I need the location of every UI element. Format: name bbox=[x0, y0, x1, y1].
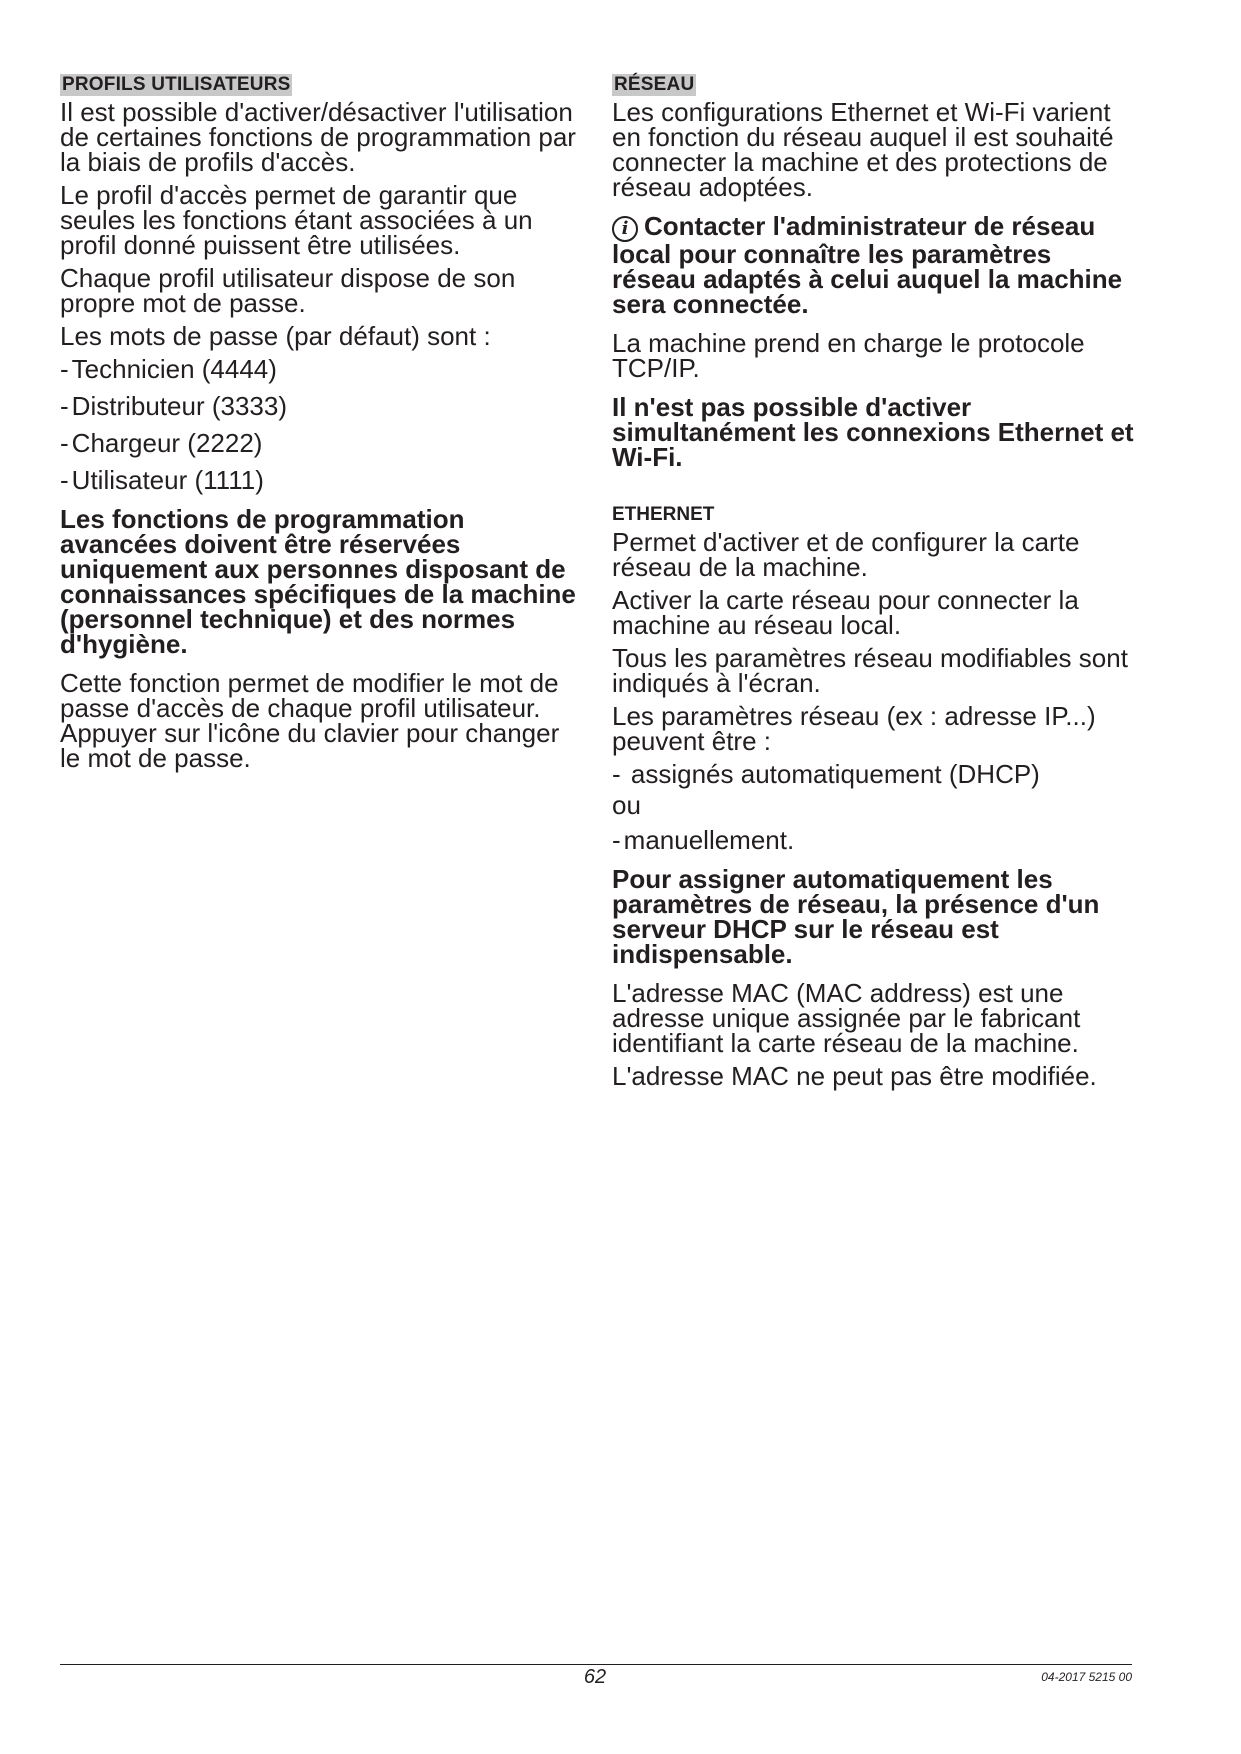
paragraph: Permet d'activer et de configurer la carte réseau de la machine. bbox=[612, 527, 1080, 582]
option-auto: assignés automatiquement (DHCP) bbox=[630, 759, 1040, 789]
list-item: - Technicien (4444) bbox=[60, 354, 277, 384]
paragraph: Le profil d'accès permet de garantir que seules les fonctions étant associées à un profil donné puissent être utilisées. bbox=[60, 180, 533, 260]
list-item: - Distributeur (3333) bbox=[60, 391, 287, 421]
option-list-manual bbox=[612, 825, 1142, 855]
profile-chargeur: Chargeur (2222) bbox=[71, 428, 263, 458]
paragraph: La machine prend en charge le protocole TCP/IP. bbox=[612, 328, 1085, 383]
profile-technicien: Technicien (4444) bbox=[71, 354, 277, 384]
paragraph: Il est possible d'activer/désactiver l'utilisation de certaines fonctions de programmation par la biais de profils d'accès. bbox=[60, 97, 576, 177]
paragraph: Cette fonction permet de modifier le mot de passe d'accès de chaque profil utilisateur. Appuyer sur l'icône du clavier pour changer le mot de passe. bbox=[60, 668, 560, 773]
or-word: ou bbox=[612, 790, 641, 820]
left-column bbox=[60, 74, 580, 779]
list-item: - assignés automatiquement (DHCP) bbox=[612, 759, 1040, 789]
list-item: - Utilisateur (1111) bbox=[60, 465, 264, 495]
document-code: 04-2017 5215 00 bbox=[1041, 1670, 1132, 1684]
dhcp-note: Pour assigner automatiquement les paramètres de réseau, la présence d'un serveur DHCP sur le réseau est indispensable. bbox=[612, 864, 1100, 969]
profile-list bbox=[60, 354, 580, 495]
paragraph: L'adresse MAC ne peut pas être modifiée. bbox=[612, 1061, 1097, 1091]
paragraph: Chaque profil utilisateur dispose de son propre mot de passe. bbox=[60, 263, 516, 318]
info-note bbox=[612, 211, 1142, 319]
page-number: 62 bbox=[583, 1666, 607, 1688]
list-item: - manuellement. bbox=[612, 825, 795, 855]
section-heading-reseau: RÉSEAU bbox=[614, 74, 695, 95]
paragraph: Les paramètres réseau (ex : adresse IP...) peuvent être : bbox=[612, 701, 1096, 756]
paragraph: Les mots de passe (par défaut) sont : bbox=[60, 321, 491, 351]
right-column bbox=[612, 74, 1142, 1097]
info-note-text: Contacter l'administrateur de réseau local pour connaître les paramètres réseau adaptés à celui auquel la machine sera connectée. bbox=[612, 211, 1123, 319]
profile-distributeur: Distributeur (3333) bbox=[71, 391, 287, 421]
list-item: - Chargeur (2222) bbox=[60, 428, 263, 458]
subheading-ethernet: ETHERNET bbox=[612, 504, 715, 525]
paragraph: Les configurations Ethernet et Wi-Fi varient en fonction du réseau auquel il est souhaité connecter la machine et des protections de réseau adoptées. bbox=[612, 97, 1114, 202]
warning-simultaneous: Il n'est pas possible d'activer simultanément les connexions Ethernet et Wi-Fi. bbox=[612, 392, 1134, 472]
paragraph: Activer la carte réseau pour connecter la machine au réseau local. bbox=[612, 585, 1079, 640]
footer-rule bbox=[60, 1664, 1132, 1665]
option-manual: manuellement. bbox=[623, 825, 795, 855]
info-icon: i bbox=[612, 216, 638, 242]
option-list bbox=[612, 759, 1142, 789]
profile-utilisateur: Utilisateur (1111) bbox=[71, 465, 264, 495]
warning-advanced-functions: Les fonctions de programmation avancées doivent être réservées uniquement aux personnes disposant de connaissances spécifiques de la machine (personnel technique) et des normes d'hygiène. bbox=[60, 504, 576, 659]
paragraph: Tous les paramètres réseau modifiables sont indiqués à l'écran. bbox=[612, 643, 1128, 698]
paragraph: L'adresse MAC (MAC address) est une adresse unique assignée par le fabricant identifiant la carte réseau de la machine. bbox=[612, 978, 1081, 1058]
section-heading-profils: PROFILS UTILISATEURS bbox=[62, 74, 291, 95]
